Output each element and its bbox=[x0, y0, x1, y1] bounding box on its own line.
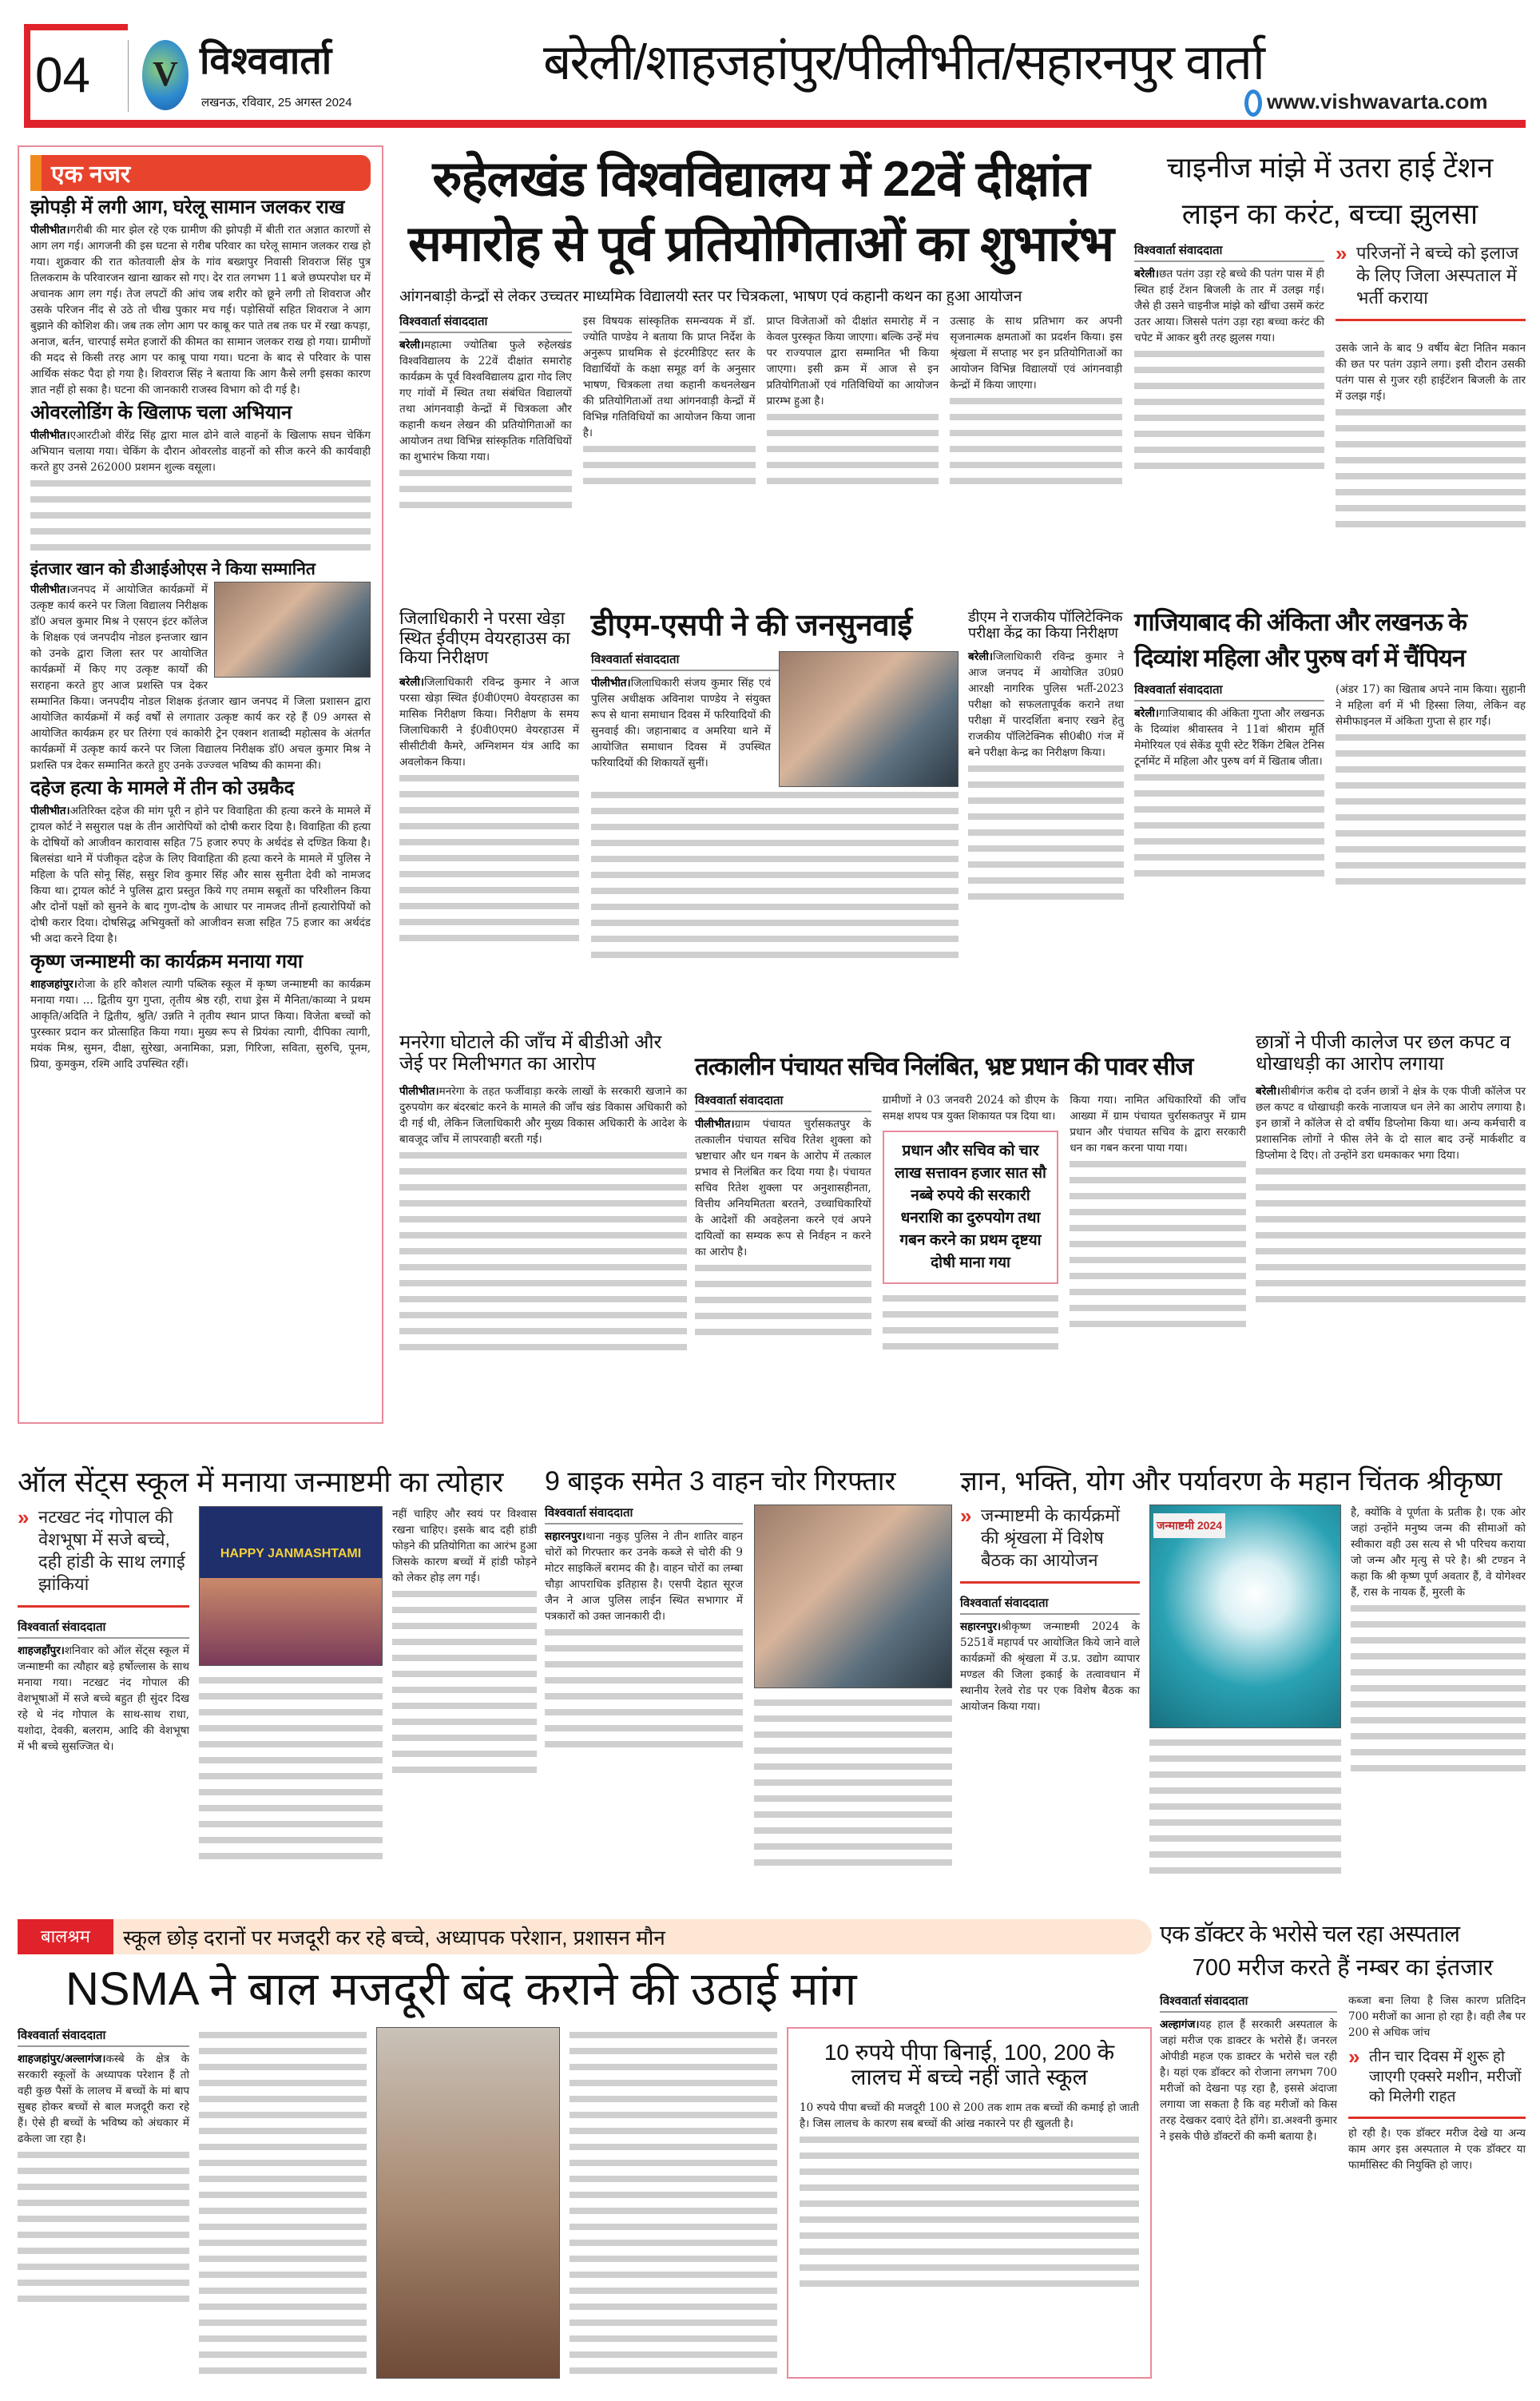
byline: विश्ववार्ता संवाददाता bbox=[695, 1092, 871, 1112]
strapline: स्कूल छोड़ दरानों पर मजदूरी कर रहे बच्चे, अध्यापक परेशान, प्रशासन मौन bbox=[123, 1926, 665, 1950]
header-rule bbox=[24, 120, 1526, 128]
article-body: जिलाधिकारी रविन्द्र कुमार ने आज जनपद में आयोजित उ0प्र0 आरक्षी नागरिक पुलिस भर्ती-2023 परीक्षा को सफलतापूर्वक कराने तथा परीक्षा में पारदर्शिता बनाए रखने हेतु राजकीय पॉलिटेक्निक सी0बी0 गंज में बने परीक्षा केन्द्र का निरीक्षण किया। bbox=[968, 650, 1124, 760]
byline: विश्ववार्ता संवाददाता bbox=[1134, 682, 1324, 702]
headline-line-1: चाइनीज मांझे में उतरा हाई टेंशन bbox=[1166, 151, 1494, 184]
text-filler bbox=[767, 409, 939, 489]
website-link[interactable]: www.vishwavarta.com bbox=[1267, 89, 1488, 113]
text-filler bbox=[570, 2027, 777, 2379]
article-body: कब्जा बना लिया है जिस कारण प्रतिदिन 700 मरीजों का आना हो रहा है। वही लैब पर 200 से अधिक जांच bbox=[1348, 1994, 1526, 2039]
highlight-text: तीन चार दिवस में शुरू हो जाएगी एक्सरे मशीन, मरीजों को मिलेगी राहत bbox=[1369, 2048, 1522, 2105]
article-body: सीबीगंज करीब दो दर्जन छात्रों ने क्षेत्र के एक पीजी कॉलेज पर छल कपट व धोखाधड़ी करके नाजायज धन लेने का आरोप लगाया है। इन छात्रों ने कॉलेज से दो वर्षीय डिप्लोमा किया था। अन्य कर्मचारी व प्रशासनिक लोगों ने फीस लेने के दो साल बाद उन्हें मार्कशीट व डिप्लोमा दे दिए। तो उन्होंने डरा धमकाकर भगा दिया। bbox=[1256, 1084, 1526, 1162]
krishna-story bbox=[960, 1466, 1526, 1882]
highlight-text: परिजनों ने बच्चे को इलाज के लिए जिला अस्पताल में भर्ती कराया bbox=[1356, 242, 1519, 308]
dateline-place: बरेली। bbox=[1256, 1084, 1280, 1098]
highlight-quote bbox=[1348, 2044, 1526, 2119]
text-filler bbox=[583, 441, 756, 489]
dateline-place: पीलीभीत। bbox=[30, 583, 70, 597]
headline: मनरेगा घोटाले की जाँच में बीडीओ और जेई पर मिलीभगत का आरोप bbox=[399, 1032, 662, 1075]
article bbox=[30, 778, 371, 947]
article bbox=[30, 560, 371, 774]
pg-college-story bbox=[1256, 1032, 1526, 1440]
article-body: प्राप्त विजेताओं को दीक्षांत समारोह में न केवल पुरस्कृत किया जाएगा। बल्कि उन्हें मंच पर राज्यपाल द्वारा सम्मानित भी किया जाएगा। इसी क्रम में आज से इन प्रतियोगिताओं एवं गतिविधियों का आयोजन प्रारम्भ हुआ है। bbox=[766, 315, 939, 408]
article-body: छत पतंग उड़ा रहे बच्चे की पतंग पास में ही स्थित हाई टेंशन बिजली के तार में उलझ गई। जैसे ही उसने चाइनीज मांझे को खींचा उसमें करंट उतर आया। जिससे पतंग उड़ा रहा बच्चा करंट की चपेट में आकर बुरी तरह झुलस गया। bbox=[1134, 267, 1324, 344]
text-filler bbox=[1134, 769, 1324, 881]
krishna-image bbox=[1149, 1505, 1341, 1728]
evm-story bbox=[399, 609, 579, 1024]
byline: विश्ववार्ता संवाददाता bbox=[1160, 1993, 1337, 2013]
text-filler bbox=[1336, 404, 1526, 532]
dateline-place: पीलीभीत। bbox=[30, 223, 70, 237]
dateline-place: शाहजहाँपुर। bbox=[18, 1644, 65, 1658]
article-body: महात्मा ज्योतिबा फुले रुहेलखंड विश्वविद्यालय के 22वें दीक्षांत समारोह कार्यक्रम के पूर्व विश्वविद्यालय द्वारा गोद लिए गए गांवों में स्थित तथा संबंधित विद्यालयों तथा आंगनवाड़ी केन्द्रों में चित्रकला और कहानी कथन लेखन की प्रतियोगिताओं का आयोजन तथा विभिन्न सांस्कृतिक गतिविधियों का शुभारंभ किया गया। bbox=[399, 339, 572, 464]
text-filler bbox=[1336, 729, 1526, 889]
article bbox=[30, 197, 371, 398]
section-tag: बालश्रम bbox=[18, 1919, 113, 1954]
text-filler bbox=[199, 2027, 367, 2379]
section-kicker: एक नजर bbox=[30, 155, 371, 191]
headline-line-1: रुहेलखंड विश्वविद्यालय में 22वें दीक्षांत bbox=[432, 152, 1090, 207]
text-filler bbox=[883, 1290, 1059, 1354]
byline: विश्ववार्ता संवाददाता bbox=[591, 651, 959, 671]
headline: दहेज हत्या के मामले में तीन को उम्रकैद bbox=[30, 777, 295, 800]
ek-nazar-box bbox=[18, 145, 383, 1424]
masthead bbox=[24, 24, 1526, 128]
dateline-place: पीलीभीत। bbox=[591, 676, 631, 690]
chevron-icon: » bbox=[18, 1505, 30, 1530]
dateline-place: बरेली। bbox=[1134, 707, 1159, 721]
headline: डीएम-एसपी ने की जनसुनवाई bbox=[591, 609, 913, 642]
dateline-place: सहारनपुर। bbox=[545, 1530, 586, 1544]
all-saints-story bbox=[18, 1466, 537, 1882]
dateline-place: पीलीभीत। bbox=[30, 428, 70, 442]
headline-line-2: लाइन का करंट, बच्चा झुलसा bbox=[1181, 197, 1478, 231]
headline: झोपड़ी में लगी आग, घरेलू सामान जलकर राख bbox=[30, 197, 345, 218]
headline-line-2: 700 मरीज करते हैं नम्बर का इंतजार bbox=[1192, 1955, 1494, 1982]
text-filler bbox=[1256, 1163, 1526, 1307]
article-body: ग्रामीणों ने 03 जनवरी 2024 को डीएम के समक्ष शपथ पत्र युक्त शिकायत पत्र दिया था। bbox=[882, 1093, 1059, 1123]
headline: इंतजार खान को डीआईओएस ने किया सम्मानित bbox=[30, 559, 316, 578]
article-body: जिलाधिकारी संजय कुमार सिंह एवं पुलिस अधीक्षक अविनाश पाण्डेय ने संयुक्त रूप से थाना समाधान दिवस में फरियादियों की सुनवाई की। जहानाबाद व अमरिया थाने में आयोजित समाधान दिवस में उपस्थित फरियादियों की शिकायतें सुनीं। bbox=[591, 676, 771, 769]
article-body: यह हाल हैं सरकारी अस्पताल के जहां मरीज एक डाक्टर के भरोसे हैं। जनरल ओपीडी महज एक डाक्टर के भरोसे चल रही है। यहां एक डॉक्टर को रोजाना लगभग 700 मरीजों को देखना पड़ रहा है, इससे अंदाजा लगाया जा सकता है कि वह मरीजों को किस तरह देखकर दवाएं देते होंगे। डा.अश्वनी कुमार ने इसके पीछे डॉक्टरों की कमी बताया है। bbox=[1160, 2017, 1337, 2143]
text-filler bbox=[399, 465, 572, 513]
text-filler bbox=[591, 787, 959, 963]
article-body: नहीं चाहिए और स्वयं पर विश्वास रखना चाहिए। इसके बाद दही हांडी फोड़ने की प्रतियोगिता का आरंभ हुआ जिसके कारण बच्चों में हांडी फोड़ने को लेकर होड़ लग गई। bbox=[392, 1508, 537, 1585]
police-photo bbox=[754, 1505, 952, 1688]
highlight-quote bbox=[960, 1505, 1140, 1584]
chevron-icon: » bbox=[960, 1504, 972, 1528]
dateline-place: बरेली। bbox=[399, 339, 424, 352]
dateline-place: पीलीभीत। bbox=[30, 805, 70, 818]
edition-title: बरेली/शाहजहांपुर/पीलीभीत/सहारनपुर वार्ता bbox=[543, 35, 1264, 90]
headline: तत्कालीन पंचायत सचिव निलंबित, भ्रष्ट प्रधान की पावर सीज bbox=[695, 1052, 1193, 1080]
dateline-place: शाहजहांपुर/अल्लागंज। bbox=[18, 2052, 106, 2065]
byline: विश्ववार्ता संवाददाता bbox=[1134, 242, 1324, 262]
champion-story bbox=[1134, 609, 1526, 1024]
dateline-place: पीलीभीत। bbox=[399, 1084, 439, 1098]
dateline-place: सहारनपुर। bbox=[960, 1620, 1002, 1634]
dateline: लखनऊ, रविवार, 25 अगस्त 2024 bbox=[201, 96, 352, 109]
article bbox=[30, 952, 371, 1072]
child-labour-banner bbox=[18, 1919, 1152, 1954]
byline: विश्ववार्ता संवाददाता bbox=[399, 313, 572, 333]
dateline-place: पीलीभीत। bbox=[695, 1117, 735, 1131]
chevron-icon: » bbox=[1348, 2044, 1360, 2069]
divider bbox=[128, 40, 129, 112]
dateline-place: शाहजहांपुर। bbox=[30, 978, 77, 992]
article-body: ग्राम पंचायत चुर्रासकतपुर के तत्कालीन पंचायत सचिव रितेश शुक्ला को भ्रष्टाचार और धन गबन के आरोप में तत्काल प्रभाव से निलंबित कर दिया गया है। पंचायत सचिव रितेश शुक्ला पर अनुशासहीनता, वित्तीय अनियमितता बरतने, उच्चाधिकारियों के आदेशों की अवहेलना करने एवं अपने दायित्वों का सम्यक रूप से निर्वहन न करने का आरोप है। bbox=[695, 1117, 871, 1258]
text-filler bbox=[695, 1260, 871, 1340]
headline: कृष्ण जन्माष्टमी का कार्यक्रम मनाया गया bbox=[30, 951, 304, 973]
award-photo bbox=[214, 582, 371, 678]
article-body: मनरेगा के तहत फर्जीवाड़ा करके लाखों के सरकारी खजाने का दुरुपयोग कर बंदरबांट करने के मामले की जाँच खंड विकास अधिकारी को दी गई थी, लेकिन जिलाधिकारी और मुख्य विकास अधिकारी के आदेश के बावजूद जाँच में लापरवाही बरती गई। bbox=[399, 1084, 687, 1146]
text-filler bbox=[800, 2132, 1139, 2292]
article-body: है, क्योंकि वे पूर्णता के प्रतीक है। एक ओर जहां उन्होंने मनुष्य जन्म की सीमाओं को स्वीकारा वही उस सत्य से भी परिचय कराया जो जन्म और मृत्यु से परे है। श्री टण्डन ने कहा कि श्री कृष्ण पूर्ण अवतार हैं, वे योगेश्वर हैं, रास के नायक हैं, मुरली के bbox=[1351, 1506, 1526, 1600]
bike-theft-story bbox=[545, 1466, 952, 1882]
child-labour-photo bbox=[376, 2027, 560, 2379]
article-body: गरीबी की मार झेल रहे एक ग्रामीण की झोपड़ी में बीती रात अज्ञात कारणों से आग लग गई। आगजनी की इस घटना से गरीब परिवार का घरेलू सामान जलकर राख हो गया। शुक्रवार की रात कोतवाली क्षेत्र के गांव बख्शपुर निवासी शिवराज सिंह पुत्र तिलकराम के परिवारजन खाना खाकर सो गए। देर रात लगभग 11 बजे छप्परपोश घर में अचानक आग लग गई। तेज लपटों की आंच जब शरीर को छूने लगी तो शिवराज और उसके परिजन नींद से उठे तो चीख पुकार मच गई। पड़ोसियों सहित शिवराज ने आग बुझाने की कोशिश की। जब तक लोग आग पर काबू कर पाते तब तक घर में रखा कपड़ा, अनाज, बर्तन, चारपाई समेत हजारों की कीमत का सामान जलकर राख हो गया। ग्रामीणों की मदद से किसी तरह आग पर काबू पाया गया। घटना के बाद से परिवार के पास आर्थिक संकट पैदा हो गया है। शिवराज सिंह ने बताया कि आग कैसे लगी इसका कारण ज्ञात नहीं हो सका है। घटना की जानकारी राजस्व विभाग को दी गई है। bbox=[30, 223, 371, 396]
article-body: श्रीकृष्ण जन्माष्टमी 2024 के 5251वें महापर्व पर आयोजित किये जाने वाले कार्यक्रमों की श्रृंखला में उ.प्र. उद्योग व्यापार मण्डल की जिला इकाई के तत्वावधान में स्थानीय रेलवे रोड पर एक विशेष बैठक का आयोजन किया गया। bbox=[960, 1620, 1140, 1714]
article-body: (अंडर 17) का खिताब अपने नाम किया। सुहानी ने महिला वर्ग में भी हिस्सा लिया, लेकिन वह सेमीफाइनल में अंकिता गुप्ता से हार गईं। bbox=[1336, 683, 1526, 729]
headline: ऑल सेंट्स स्कूल में मनाया जन्माष्टमी का त्योहार bbox=[18, 1465, 504, 1498]
text-filler bbox=[399, 1147, 687, 1355]
box-headline: 10 रुपये पीपा बिनाई, 100, 200 के लालच में बच्चे नहीं जाते स्कूल bbox=[824, 2039, 1115, 2090]
doctor-story bbox=[1160, 1922, 1526, 2393]
text-filler bbox=[399, 770, 579, 946]
panchayat-story bbox=[695, 1032, 1246, 1440]
text-filler bbox=[199, 1672, 383, 1864]
headline: 9 बाइक समेत 3 वाहन चोर गिरफ्तार bbox=[545, 1466, 896, 1497]
text-filler bbox=[754, 1695, 952, 1870]
article-body: थाना नकुड़ पुलिस ने तीन शातिर वाहन चोरों को गिरफ्तार कर उनके कब्जे से चोरी की 9 मोटर साइकिलें बरामद की है। वाहन चोरों का लम्बा चौड़ा आपराधिक इतिहास है। एसपी देहात सूरज जैन ने आज पुलिस लाईन स्थित सभागार में पत्रकारों को उक्त जानकारी दी। bbox=[545, 1530, 743, 1624]
page-number: 04 bbox=[35, 48, 90, 103]
article-body: किया गया। नामित अधिकारियों की जाँच आख्या में ग्राम पंचायत चुर्रासकतपुर में ग्राम प्रधान और पंचायत सचिव के द्वारा सरकारी धन का गबन करना पाया गया। bbox=[1070, 1093, 1247, 1155]
article-body: गाजियाबाद की अंकिता गुप्ता और लखनऊ के दिव्यांश श्रीवास्तव ने 11वां श्रीराम मूर्ति मेमोरियल एवं सेकेंड यूपी स्टेट रैंकिंग टेबिल टेनिस टूर्नामेंट में महिला और पुरुष वर्ग में खिताब जीता। bbox=[1134, 707, 1324, 769]
polytechnic-story bbox=[968, 609, 1124, 1024]
highlight-quote bbox=[1336, 242, 1526, 321]
text-filler bbox=[1070, 1156, 1246, 1332]
article-body: हो रही है। एक डॉक्टर मरीज देखे या अन्य काम अगर इस अस्पताल मे एक डॉक्टर या फार्मासिस्ट की नियुक्ति हो जाए। bbox=[1348, 2126, 1526, 2172]
text-filler bbox=[1149, 1735, 1341, 1878]
lead-story bbox=[399, 152, 1122, 599]
byline: विश्ववार्ता संवाददाता bbox=[18, 2027, 189, 2047]
article-body: एआरटीओ वीरेंद्र सिंह द्वारा माल ढोने वाले वाहनों के खिलाफ सघन चेकिंग अभियान चलाया गया। चेकिंग के दौरान ओवरलोड वाहनों को सीज करने की कार्यवाही करते हुए उनसे 262000 प्रशमन शुल्क वसूला। bbox=[30, 428, 371, 474]
headline: छात्रों ने पीजी कालेज पर छल कपट व धोखाधड़ी का आरोप लगाया bbox=[1256, 1032, 1511, 1075]
kite-story bbox=[1134, 152, 1526, 599]
byline: विश्ववार्ता संवाददाता bbox=[545, 1505, 743, 1524]
sidebar-box bbox=[787, 2027, 1152, 2379]
headline-line-2: समारोह से पूर्व प्रतियोगिताओं का शुभारंभ bbox=[408, 217, 1113, 272]
text-filler bbox=[18, 2147, 189, 2307]
text-filler bbox=[968, 761, 1124, 904]
box-body: 10 रुपये पीपा बच्चों की मजदूरी 100 से 200 तक शाम तक बच्चों की कमाई हो जाती है। जिस लालच के कारण सब बच्चों की आंख नकारने पर ही खुलती है। bbox=[800, 2101, 1139, 2130]
browser-icon bbox=[1244, 89, 1262, 117]
dateline-place: बरेली। bbox=[399, 675, 424, 689]
byline: विश्ववार्ता संवाददाता bbox=[960, 1595, 1140, 1615]
article-body: इस विषयक सांस्कृतिक समन्वयक में डॉ. ज्योति पाण्डेय ने बताया कि प्राप्त निर्देश के अनुरूप प्राथमिक से इंटरमीडिएट स्तर के विद्यार्थियों के कक्षा समूह वर्ग के अनुसार भाषण, चित्रकला तथा कहानी कथनलेखन की प्रतियोगिताओं तथा आंगनवाड़ी केन्द्रों में विभिन्न गतिविधियों का आयोजन किया जाना है। bbox=[582, 315, 756, 440]
manrega-story bbox=[399, 1032, 687, 1440]
brand-name: विश्ववार्ता bbox=[200, 40, 332, 82]
logo-icon: V bbox=[142, 40, 189, 110]
headline: डीएम ने राजकीय पॉलिटेक्निक परीक्षा केंद्र का किया निरीक्षण bbox=[968, 609, 1123, 642]
hearing-photo bbox=[779, 651, 959, 787]
article-body: रोजा के हरि कौशल त्यागी पब्लिक स्कूल में कृष्ण जन्माष्टमी का कार्यक्रम मनाया गया। ... द्वितीय युग गुप्ता, तृतीय श्रेष्ठ रही, राधा ड्रेस में मैनिता/काव्या ने प्रथम आकृति/अदिति ने द्वितीय, श्रुति/ उन्नति ने तृतीय स्थान प्राप्त किया। विजेता बच्चों को पुरस्कार प्रदान कर प्रोत्साहित किया गया। मुख्य रूप से प्रियंका त्यागी, दीपिका त्यागी, मयंक मिश्र, सुमन, दीक्षा, सुरेखा, अनामिका, प्रज्ञा, गिरिजा, सविता, सुरुचि, पूनम, प्रिया, कुमकुम, रश्मि आदि उपस्थित रहीं। bbox=[30, 978, 371, 1071]
article-body: जनपद में आयोजित कार्यक्रमों में उत्कृष्ट कार्य करने पर जिला विद्यालय निरीक्षक डॉ0 अचल कुमार मिश्र ने एसएन इंटर कॉलेज के शिक्षक एवं जनपदीय नोडल इन्तजार खान को उनके द्वारा जिला स्तर पर आयोजित कार्यक्रमों में किए गए उत्कृष्ट कार्यों की सराहना करते हुए आज प्रशस्ति पत्र देकर सम्मानित किया। जनपदीय नोडल शिक्षक इंतजार खान जनपद में जिला प्रशासन द्वारा आयोजित कार्यक्रमों में कई वर्षों से लगातार उत्कृष्ट कार्य कर रहे हैं 09 अगस्त से आयोजित कार्यक्रम हर घर तिरंगा एवं काकोरी ट्रेन एक्शन शताब्दी महोत्सव के अंतर्गत कार्यक्रमों में उत्कृष्ट कार्य करने पर जिला विद्यालय निरीक्षक डॉ0 अचल कुमार मिश्र ने प्रशस्ति पत्र देकर सम्मानित करते हुए उनके उज्ज्वल भविष्य की कामना की। bbox=[30, 583, 371, 773]
headline: ज्ञान, भक्ति, योग और पर्यावरण के महान चिंतक श्रीकृष्ण bbox=[960, 1466, 1502, 1497]
dateline-place: अल्हागंज। bbox=[1160, 2017, 1200, 2031]
highlight-text: जन्माष्टमी के कार्यक्रमों की श्रृंखला में विशेष बैठक का आयोजन bbox=[981, 1505, 1121, 1571]
headline-line-2: दिव्यांश महिला और पुरुष वर्ग में चैंपियन bbox=[1134, 643, 1466, 672]
headline-line-1: एक डॉक्टर के भरोसे चल रहा अस्पताल bbox=[1160, 1922, 1460, 1947]
nsma-story bbox=[18, 1964, 1152, 2395]
article-body: जिलाधिकारी रविन्द्र कुमार ने आज परसा खेड़ा स्थित ई0वी0एम0 वेयरहाउस का मासिक निरीक्षण किया। निरीक्षण के समय जिलाधिकारी ने ई0वी0एम0 वेयरहाउस में सीसीटीवी कैमरे, अग्निशमन यंत्र आदि का अवलोकन किया। bbox=[399, 675, 579, 769]
chevron-icon: » bbox=[1336, 240, 1348, 265]
highlight-quote bbox=[18, 1506, 189, 1608]
text-filler bbox=[950, 393, 1122, 489]
text-filler bbox=[392, 1586, 537, 1778]
dm-sp-story bbox=[591, 609, 959, 1024]
headline: जिलाधिकारी ने परसा खेड़ा स्थित ईवीएम वेयरहाउस का किया निरीक्षण bbox=[399, 608, 570, 668]
text-filler bbox=[545, 1624, 743, 1752]
headline: ओवरलोडिंग के खिलाफ चला अभियान bbox=[30, 401, 292, 423]
article-body: उसके जाने के बाद 9 वर्षीय बेटा नितिन मकान की छत पर पतंग उड़ाने लगा। इसी दौरान उसकी पतंग पास से गुजर रही हाईटेंशन बिजली के तार में उलझ गई। bbox=[1336, 341, 1526, 403]
highlight-text: नटखट नंद गोपाल की वेशभूषा में सजे बच्चे, दही हांडी के साथ लगाई झांकियां bbox=[38, 1507, 185, 1595]
dateline-place: बरेली। bbox=[968, 650, 993, 664]
text-filler bbox=[1351, 1600, 1526, 1776]
headline-line-1: गाजियाबाद की अंकिता और लखनऊ के bbox=[1134, 608, 1467, 636]
article-body: शनिवार को ऑल सेंट्स स्कूल में जन्माष्टमी का त्यौहार बड़े हर्षोल्लास के साथ मनाया गया। नटखट नंद गोपाल की वेशभूषाओं में सजे बच्चे बहुत ही सुंदर दिख रहे थे नंद गोपाल के साथ-साथ राधा, यशोदा, देवकी, बलराम, आदि की वेशभूषा में भी बच्चे सुसज्जित थे। bbox=[18, 1644, 189, 1754]
headline: NSMA ने बाल मजदूरी बंद कराने की उठाई मांग bbox=[65, 1963, 857, 2015]
dateline-place: बरेली। bbox=[1134, 267, 1159, 280]
article bbox=[30, 403, 371, 555]
text-filler bbox=[30, 475, 371, 555]
article-body: अतिरिक्त दहेज की मांग पूरी न होने पर विवाहिता की हत्या करने के मामले में ट्रायल कोर्ट ने ससुराल पक्ष के तीन आरोपियों को दोषी करार दिया है। विवाहिता की हत्या के दोषियों को आजीवन कारावास सहित 75 हजार रुपए के अर्थदंड से दण्डित किया है। बिलसंडा थाने में पंजीकृत दहेज के लिए विवाहिता की हत्या करने के मामले में पुलिस ने महिला के पति सोनू सिंह, ससुर शिव कुमार सिंह और सास सुनीता देवी को नामजद किया था। ट्रायल कोर्ट ने पुलिस द्वारा प्रस्तुत किये गए तमाम सबूतों का परिशीलन किया और दोनों पक्षों को सुनने के बाद गुण-दोष के आधार पर नामजद तीनों हत्यारोपियों को दोषी करार दिया। दोषसिद्ध अभियुक्तों को आजीवन सजा सहित 75 हजार का अर्थदंड भी अदा करने दिया है। bbox=[30, 805, 371, 946]
pull-quote: प्रधान और सचिव को चार लाख सत्तावन हजार सात सौ नब्बे रुपये की सरकारी धनराशि का दुरुपयोग तथा गबन करने का प्रथम दृष्टया दोषी माना गया bbox=[883, 1131, 1059, 1284]
byline: विश्ववार्ता संवाददाता bbox=[18, 1619, 189, 1639]
janmashtami-badge: जन्माष्टमी 2024 bbox=[1153, 1513, 1225, 1538]
article-body: उत्साह के साथ प्रतिभाग कर अपनी सृजनात्मक क्षमताओं का प्रदर्शन किया। इस श्रृंखला में सप्ताह भर इन प्रतियोगिताओं का आयोजन विभिन्न विद्यालयों एवं आंगनवाड़ी केन्द्रों में किया जाएगा। bbox=[950, 315, 1122, 392]
janmashtami-photo: HAPPY JANMASHTAMI bbox=[199, 1506, 383, 1666]
text-filler bbox=[1134, 346, 1324, 474]
article-body: कस्बे के क्षेत्र के सरकारी स्कूलों के अध्यापक परेशान हैं तो वही कुछ पैसों के लालच में बच्चों के मां बाप सुबह होकर बच्चों से बाल मजदूरी करा रहे हैं। ऐसे ही बच्चों के भविष्य को अंधकार में ढकेला जा रहा है। bbox=[18, 2052, 189, 2145]
deck: आंगनबाड़ी केन्द्रों से लेकर उच्चतर माध्यमिक विद्यालयी स्तर पर चित्रकला, भाषण एवं कहानी कथन का हुआ आयोजन bbox=[399, 288, 1022, 305]
